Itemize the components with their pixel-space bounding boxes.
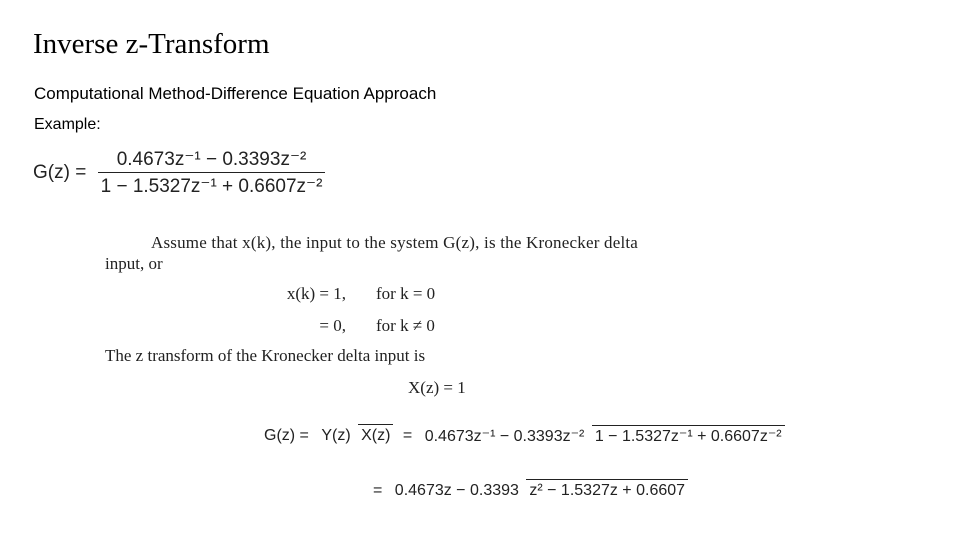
example-label: Example: — [34, 116, 101, 133]
fraction-denominator: X(z) — [358, 424, 393, 444]
fraction-denominator: 1 − 1.5327z⁻¹ + 0.6607z⁻² — [592, 425, 785, 445]
fraction-numerator: 0.4673z⁻¹ − 0.3393z⁻² — [116, 149, 307, 170]
output-ratio-equation — [264, 426, 790, 446]
fraction-denominator: 1 − 1.5327z⁻¹ + 0.6607z⁻² — [98, 172, 326, 198]
equation-lhs: G(z) = — [33, 162, 87, 183]
case-row — [226, 316, 435, 336]
case-value: = 0, — [319, 316, 346, 335]
z-transform-text: The z transform of the Kronecker delta input is — [105, 346, 426, 365]
case-row — [226, 284, 435, 304]
fraction-numerator: Y(z) — [321, 427, 351, 444]
case-value: x(k) = 1, — [286, 284, 346, 303]
equation-lhs: G(z) = — [264, 427, 309, 444]
paragraph-line-2: input, or — [105, 254, 163, 273]
transfer-function-fraction — [98, 148, 326, 198]
kronecker-paragraph — [105, 232, 638, 274]
fraction-numerator: 0.4673z − 0.3393 — [394, 482, 519, 499]
kronecker-delta-definition — [226, 284, 435, 336]
slide-subtitle: Computational Method-Difference Equation Approach — [34, 84, 437, 103]
positive-power-equation — [373, 482, 693, 500]
slide-title: Inverse z-Transform — [33, 28, 270, 60]
input-transform-equation: X(z) = 1 — [408, 378, 466, 397]
case-condition: for k ≠ 0 — [376, 316, 435, 335]
transfer-function-fraction — [422, 426, 785, 446]
case-condition: for k = 0 — [376, 284, 436, 303]
equals-sign: = — [373, 482, 383, 499]
fraction-numerator: 0.4673z⁻¹ − 0.3393z⁻² — [424, 428, 585, 445]
transfer-function-equation — [33, 148, 325, 198]
paragraph-line-1: Assume that x(k), the input to the system G(z), is the Kronecker delta — [151, 233, 639, 252]
fraction-denominator: z² − 1.5327z + 0.6607 — [526, 479, 688, 499]
positive-power-fraction — [392, 482, 688, 500]
equals-sign: = — [402, 427, 413, 444]
ratio-fraction — [318, 427, 393, 445]
